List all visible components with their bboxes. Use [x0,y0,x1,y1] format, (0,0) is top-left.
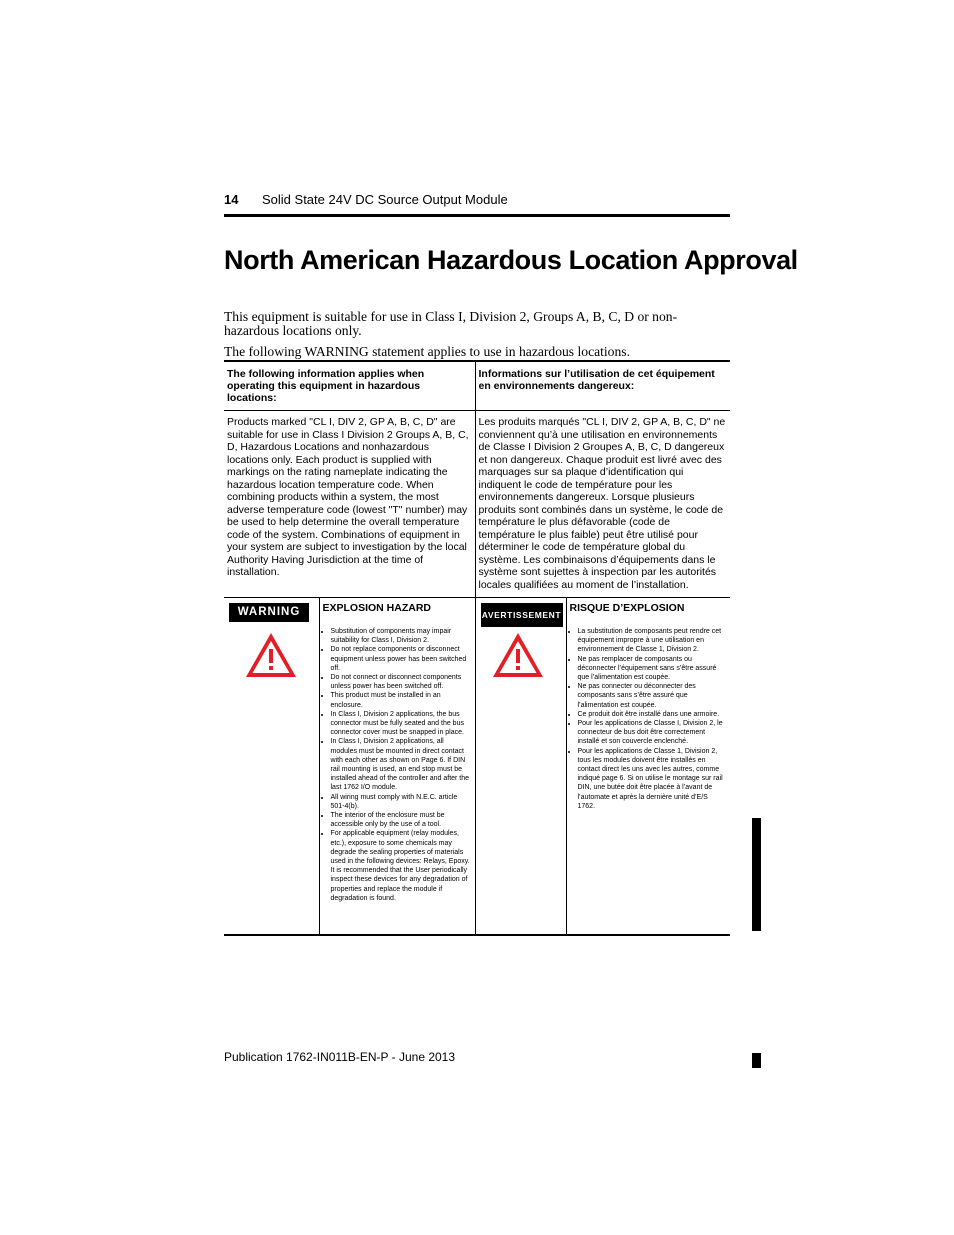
running-title: Solid State 24V DC Source Output Module [262,192,508,207]
list-item: • Substitution of components may impair suitability for Class I, Division 2. [331,627,471,645]
body-en: Products marked "CL I, DIV 2, GP A, B, C, D" are suitable for use in Class I Division 2 Groups A, B, C, D, Hazardous Locations and nonhazardous locations only. Each product is supplied with markings on the rating nameplate indicating the hazardous location temperature code. When combining products within a system, the most adverse temperature code (lowest "T" number) may be used to help determine the overall temperature code of the system. Combinations of equipment in your system are subject to investigation by the local Authority Having Jurisdiction at the time of installation. [227,416,469,578]
avertissement-text-cell [566,598,730,936]
list-item: • Ne pas remplacer de composants ou déconnecter l’équipement sans s’être assuré que l’alimentation est coupée. [578,655,727,683]
list-item: • All wiring must comply with N.E.C. article 501-4(b). [331,793,471,811]
list-item: • Do not replace components or disconnect equipment unless power has been switched off. [331,645,471,673]
list-item: • In Class I, Division 2 applications, all modules must be mounted in direct contact with each other as shown on Page 6. If DIN rail mounting is used, an end stop must be installed ahead of the controller and after the last 1762 I/O module. [331,737,471,792]
risque-explosion-title: RISQUE D’EXPLOSION [569,602,685,614]
intro-paragraph: The following WARNING statement applies to use in hazardous locations. [224,344,630,359]
table-header-row [224,361,730,411]
page-number: 14 [224,192,239,207]
warning-list-en [320,627,475,903]
warning-triangle-icon [491,631,545,679]
warning-label: WARNING [229,603,309,622]
warning-row [224,598,730,936]
header-rule [224,214,730,217]
list-item: • Ne pas connecter ou déconnecter des composants sans s’être assuré que l’alimentation est coupée. [578,682,727,710]
page-title: North American Hazardous Location Approval [224,245,798,275]
list-item: • For applicable equipment (relay modules, etc.), exposure to some chemicals may degrade the sealing properties of materials used in the following devices: Relays, Epoxy. It is recommended that the User periodically inspect these devices for any degradation of properties and replace the module if degradation is found. [331,829,471,903]
list-item: • Do not connect or disconnect components unless power has been switched off. [331,673,471,691]
avertissement-label: AVERTISSEMENT [481,603,563,627]
list-item: • La substitution de composants peut rendre cet équipement impropre à une utilisation en environnement de Classe 1, Division 2. [578,627,727,655]
avertissement-icon-cell [475,598,566,936]
list-item: • Pour les applications de Classe 1, Division 2, tous les modules doivent être installés en contact direct les uns avec les autres, comme indiqué page 6. Si on utilise le montage sur rail DIN, une butée doit être placée à l’avant de l’automate et après la dernière unité d’E/S 1762. [578,747,727,811]
body-fr: Les produits marqués "CL I, DIV 2, GP A, B, C, D" ne conviennent qu’à une utilisation en environnements de Classe I Division 2 Groupes A, B, C, D dangereux et non dangereux. Chaque produit est livré avec des marquages sur sa plaque d’identification qui indiquent le code de température pour les environnements dangereux. Lorsque plusieurs produits sont combinés dans un système, le code de température le plus défavorable (code de température le plus faible) peut être utilisé pour déterminer le code de température global du système. Les combinaisons d’équipements dans le système sont sujettes à inspection par les autorités locales qualifiées au moment de l’installation. [478,416,726,591]
section-tab-marker [752,818,761,931]
list-item: • Pour les applications de Classe I, Division 2, le connecteur de bus doit être correctement installé et son couvercle enclenché. [578,719,727,747]
list-item: • Ce produit doit être installé dans une armoire. [578,710,727,719]
publication-footer: Publication 1762-IN011B-EN-P - June 2013 [224,1050,456,1064]
header-en: The following information applies when operating this equipment in hazardous locations: [227,368,425,404]
footer-marker [752,1053,761,1068]
intro-paragraph: This equipment is suitable for use in Class I, Division 2, Groups A, B, C, D or non-hazardous locations only. [224,309,678,338]
list-item: • In Class I, Division 2 applications, the bus connector must be fully seated and the bus connector cover must be snapped in place. [331,710,471,738]
table-body-row [224,411,730,598]
header-fr: Informations sur l’utilisation de cet équipement en environnements dangereux: [478,368,715,392]
hazard-info-table [224,360,730,936]
explosion-hazard-title: EXPLOSION HAZARD [322,602,432,614]
list-item: • This product must be installed in an enclosure. [331,691,471,709]
warning-text-cell [319,598,475,936]
warning-triangle-icon [244,631,298,679]
warning-icon-cell [224,598,319,936]
list-item: • The interior of the enclosure must be accessible only by the use of a tool. [331,811,471,829]
warning-list-fr [567,627,731,811]
